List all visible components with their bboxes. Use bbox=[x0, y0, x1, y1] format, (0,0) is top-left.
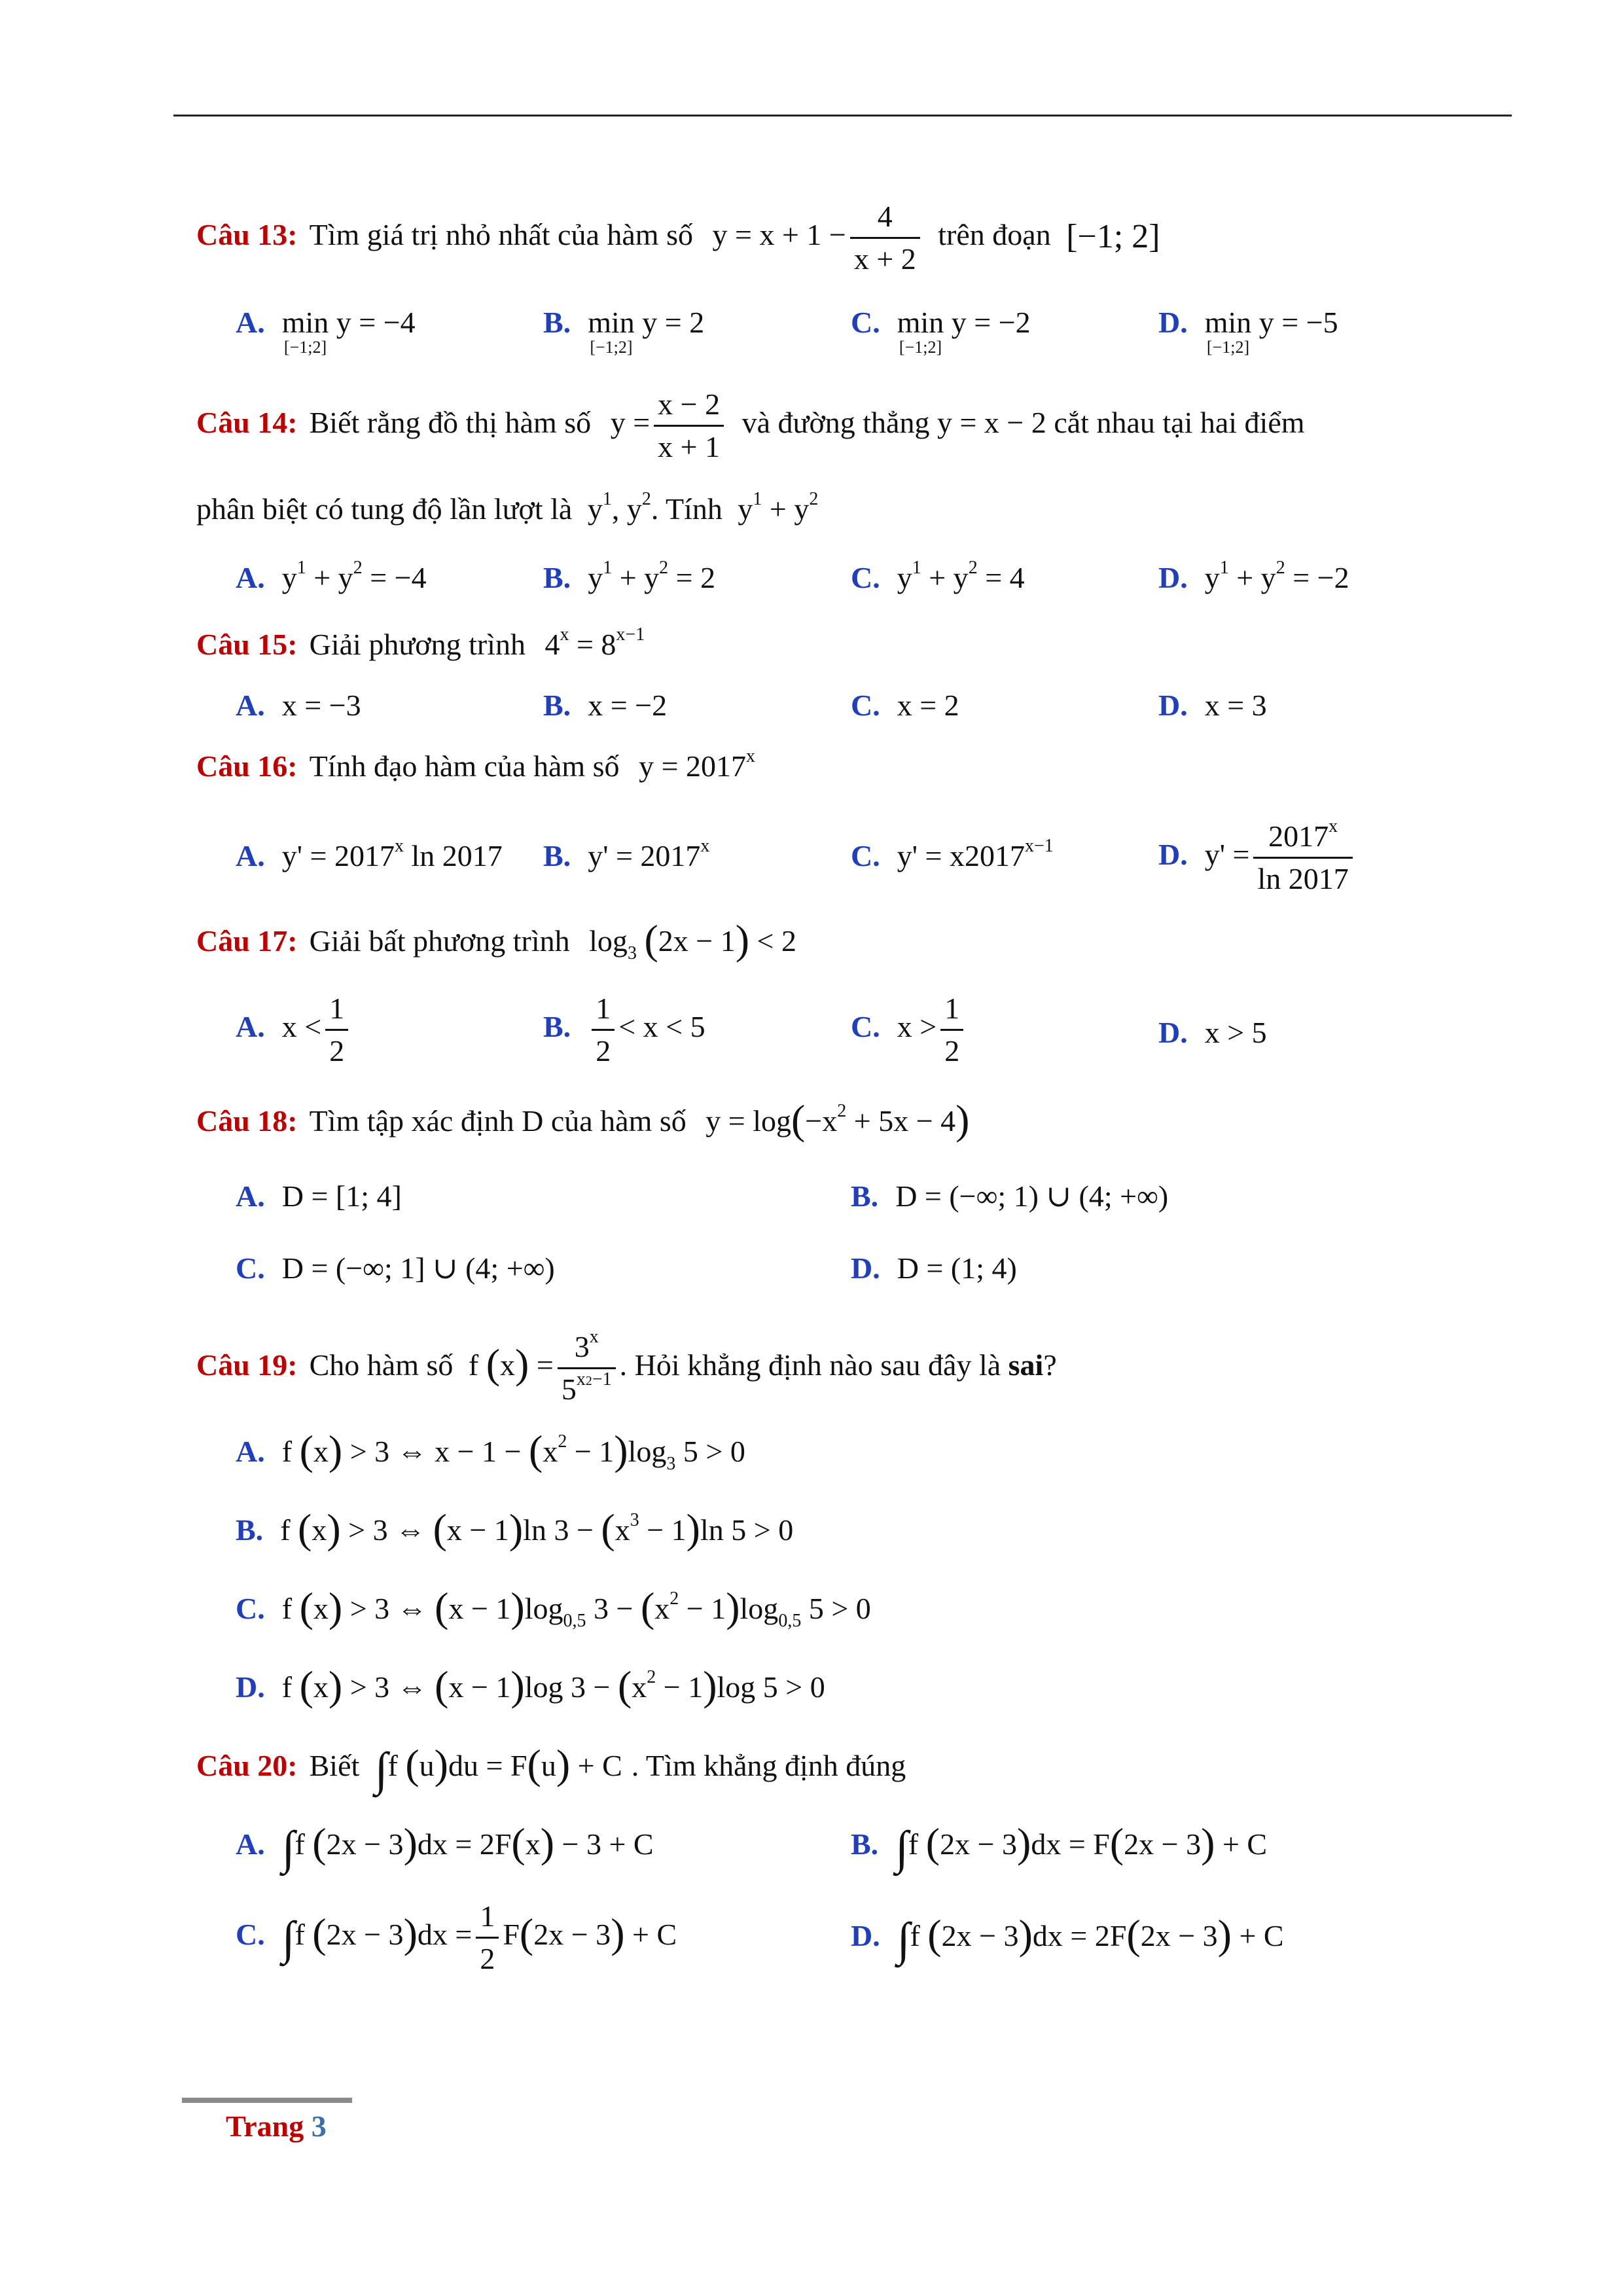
q18-option-d[interactable]: D. D = (1; 4) bbox=[851, 1251, 1017, 1285]
q17-option-c[interactable]: C. x > $\frac{1}{2}$ bbox=[851, 994, 967, 1066]
q19-function: f (x) = $\frac{3^x}{5^{x2-1}}$ bbox=[469, 1348, 620, 1382]
q13-function: y = x + 1 − $\frac{4}{x + 2}$ bbox=[713, 218, 924, 251]
question-17-stem: Giải bất phương trình bbox=[309, 924, 570, 958]
q17-option-d[interactable]: D. x > 5 bbox=[1158, 1016, 1267, 1049]
q18-function: $y = \log(-x^2 + 5x - 4)$ bbox=[705, 1096, 970, 1143]
q13-option-a[interactable]: A. min [−1;2] y = −4 bbox=[236, 306, 416, 357]
page-number-value: 3 bbox=[311, 2109, 327, 2143]
q14-function: y = $\frac{x - 2}{x + 1}$ bbox=[611, 406, 728, 439]
q20-integral: ∫f (u)du = F(u) + C bbox=[374, 1741, 622, 1795]
q19-option-b[interactable]: B. f (x) > 3 ⇔ (x − 1)ln $3 - (x^3 - 1)\ln$ 5 > 0 bbox=[236, 1505, 794, 1552]
q19-option-d[interactable]: D. f (x) > 3 ⇔ (x − 1)log $3 - (x^2 - 1)\log$ 5 > 0 bbox=[236, 1662, 825, 1709]
q13-option-c[interactable]: C. min [−1;2] y = −2 bbox=[851, 306, 1031, 357]
q14-option-a[interactable]: A. $y^1 + y^2 = -4$ bbox=[236, 558, 427, 594]
q16-option-a[interactable]: A. $y' = 2017^x$ ln 2017 bbox=[236, 836, 503, 872]
q15-option-b[interactable]: B. x = −2 bbox=[543, 689, 668, 722]
q19-stem-b: . Hỏi khẳng định nào sau đây là bbox=[619, 1348, 1001, 1382]
question-19 bbox=[196, 1327, 1057, 1406]
question-19-stem: Cho hàm số bbox=[309, 1348, 454, 1382]
question-13-header: Câu 13: bbox=[196, 218, 298, 252]
q14-sum: $y^1 + y^2$ bbox=[738, 489, 819, 526]
question-19-header: Câu 19: bbox=[196, 1348, 298, 1382]
q13-option-b[interactable]: B. min [−1;2] y = 2 bbox=[543, 306, 705, 357]
q20-option-a[interactable]: A. ∫f (2x − 3)dx = 2F(x) − 3 + C bbox=[236, 1820, 654, 1874]
question-18-header: Câu 18: bbox=[196, 1104, 298, 1138]
question-14 bbox=[196, 389, 1305, 462]
header-rule bbox=[173, 115, 1512, 117]
question-16 bbox=[196, 746, 756, 783]
question-20 bbox=[196, 1741, 906, 1795]
question-18 bbox=[196, 1096, 970, 1143]
question-18-stem: Tìm tập xác định D của hàm số bbox=[309, 1104, 687, 1138]
q15-equation: $4^x = 8^{x-1}$ bbox=[544, 624, 645, 661]
q14-option-b[interactable]: B. $y^1 + y^2 = 2$ bbox=[543, 558, 716, 594]
q18-option-c[interactable]: C. D = (−∞; 1] ∪ (4; +∞) bbox=[236, 1251, 555, 1285]
q17-option-a[interactable]: A. x < $\frac{1}{2}$ bbox=[236, 994, 352, 1066]
q18-option-a[interactable]: A. D = [1; 4] bbox=[236, 1179, 402, 1213]
page-label: Trang bbox=[226, 2109, 304, 2143]
q14-option-c[interactable]: C. $y^1 + y^2 = 4$ bbox=[851, 558, 1025, 594]
question-17 bbox=[196, 916, 796, 963]
question-16-stem: Tính đạo hàm của hàm số bbox=[309, 749, 620, 783]
q14-y-values: $y^1$, $y^2$ bbox=[587, 489, 651, 526]
q13-after: trên đoạn bbox=[938, 218, 1051, 252]
q15-option-c[interactable]: C. x = 2 bbox=[851, 689, 959, 722]
question-17-header: Câu 17: bbox=[196, 924, 298, 958]
q17-inequality: $\log_3 (2x - 1) < 2$ bbox=[589, 916, 796, 963]
page-number bbox=[226, 2109, 327, 2144]
question-14-header: Câu 14: bbox=[196, 406, 298, 440]
q19-option-a[interactable]: A. f (x) > 3 ⇔ $x - 1 - (x^2 - 1)\log_3$ 5 > 0 bbox=[236, 1427, 745, 1474]
question-20-header: Câu 20: bbox=[196, 1749, 298, 1782]
q15-option-d[interactable]: D. x = 3 bbox=[1158, 689, 1267, 722]
question-15-stem: Giải phương trình bbox=[309, 628, 526, 661]
question-14-stem: Biết rằng đồ thị hàm số bbox=[309, 406, 592, 440]
q17-option-b[interactable]: B. $\frac{1}{2}$ < x < 5 bbox=[543, 992, 705, 1067]
q14-option-d[interactable]: D. $y^1 + y^2 = -2$ bbox=[1158, 558, 1349, 594]
q15-option-a[interactable]: A. x = −3 bbox=[236, 689, 361, 722]
q18-option-b[interactable]: B. D = (−∞; 1) ∪ (4; +∞) bbox=[851, 1179, 1169, 1213]
q13-interval: [−1; 2] bbox=[1066, 218, 1160, 256]
q14-line2-text: phân biệt có tung độ lần lượt là bbox=[196, 492, 573, 526]
q19-stem-end: ? bbox=[1043, 1348, 1057, 1382]
q14-mid: và đường thẳng y = x − 2 cắt nhau tại hai điểm bbox=[741, 406, 1305, 440]
question-15 bbox=[196, 624, 645, 661]
question-16-header: Câu 16: bbox=[196, 749, 298, 783]
q19-stem-bold: sai bbox=[1008, 1348, 1044, 1382]
question-20-stem: Biết bbox=[309, 1749, 360, 1782]
question-13 bbox=[196, 202, 1160, 274]
q13-option-d[interactable]: D. min [−1;2] y = −5 bbox=[1158, 306, 1338, 357]
q16-option-c[interactable]: C. $y' = x2017^{x-1}$ bbox=[851, 836, 1054, 872]
q14-line2-tinh: . Tính bbox=[651, 492, 722, 526]
q16-option-d[interactable]: D. y' = $\frac{2017^x}{\ln 2017}$ bbox=[1158, 821, 1357, 894]
q19-option-c[interactable]: C. f (x) > 3 ⇔ $(x - 1)\log_{0,5}$ $3 - (x^2 - 1)\log_{0,5}$ 5 > 0 bbox=[236, 1584, 871, 1631]
footer-rule bbox=[182, 2098, 352, 2103]
q20-option-b[interactable]: B. ∫f (2x − 3)dx = F(2x − 3) + C bbox=[851, 1820, 1268, 1874]
q20-option-c[interactable]: C. ∫f (2x − 3)dx = $\frac{1}{2}$ F(2x − 3) + C bbox=[236, 1899, 677, 1975]
q16-function: $y = 2017^x$ bbox=[639, 746, 756, 783]
question-15-header: Câu 15: bbox=[196, 628, 298, 661]
q20-stem-b: . Tìm khẳng định đúng bbox=[631, 1749, 906, 1782]
q16-option-b[interactable]: B. $y' = 2017^x$ bbox=[543, 836, 710, 872]
q20-option-d[interactable]: D. ∫f (2x − 3)dx = 2F(2x − 3) + C bbox=[851, 1911, 1284, 1965]
question-14-line2 bbox=[196, 489, 819, 526]
question-13-stem: Tìm giá trị nhỏ nhất của hàm số bbox=[309, 218, 693, 252]
